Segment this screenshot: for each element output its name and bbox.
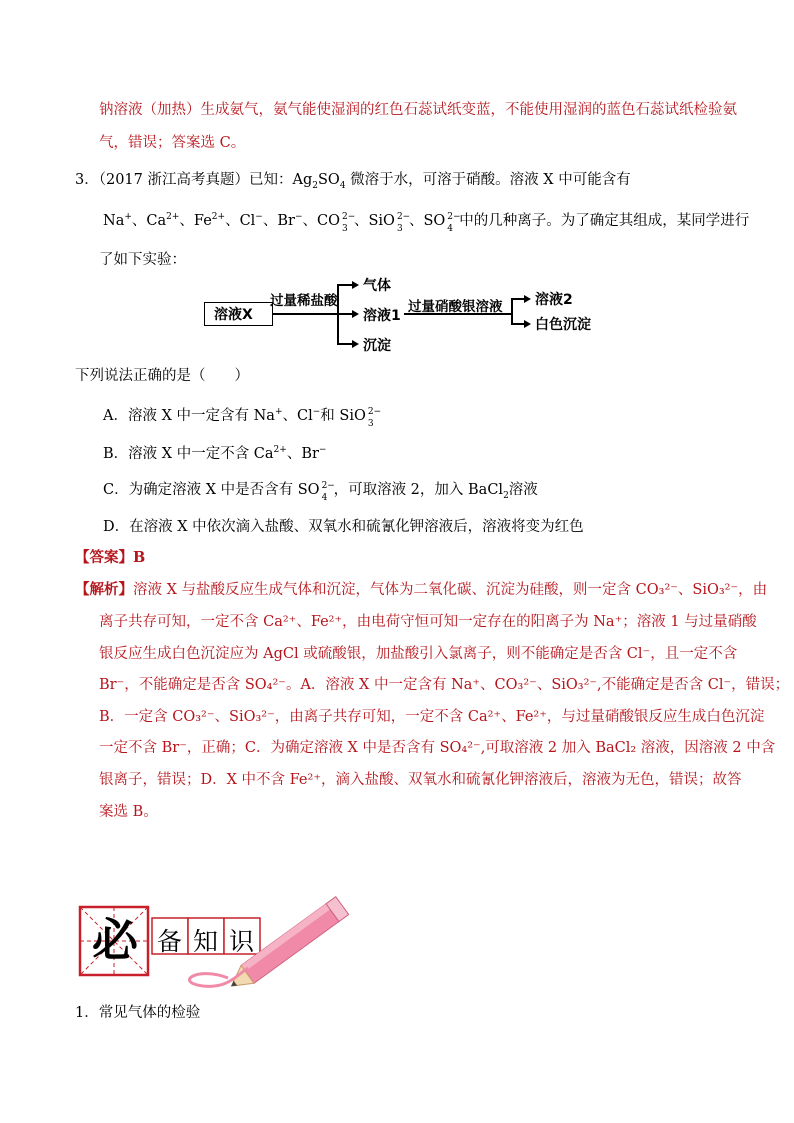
ion-ca: $Ca^{2+}$ xyxy=(146,212,180,229)
banner-title: 备知识 xyxy=(157,927,266,956)
answer xyxy=(75,548,145,568)
flow-reagent-1: 过量稀盐酸 xyxy=(270,293,338,309)
question-stem-rest: 微溶于水，可溶于硝酸。溶液 X 中可能含有 xyxy=(350,172,631,188)
question-source: （2017 浙江高考真题） xyxy=(98,172,249,188)
flow-branch-2 xyxy=(511,298,513,324)
ion-br: Br− xyxy=(277,212,303,229)
flow-arrow-head-white xyxy=(524,320,531,328)
analysis-line-1: 【解析】溶液 X 与盐酸反应生成气体和沉淀，气体为二氧化碳、沉淀为硅酸，则一定含 CO₃²⁻、SiO₃²⁻，由 xyxy=(75,581,768,598)
question-prompt: 下列说法正确的是（ ） xyxy=(75,368,249,384)
analysis-line-3: 银反应生成白色沉淀应为 AgCl 或硫酸银，加盐酸引入氯离子，则不能确定是否含 Cl⁻，且一定不含 xyxy=(99,646,738,662)
analysis-line-6: 一定不含 Br⁻，正确；C．为确定溶液 X 中是否含有 SO₄²⁻,可取溶液 2 加入 BaCl₂ 溶液，因溶液 2 中含 xyxy=(99,740,776,756)
question-stem xyxy=(75,170,631,192)
explanation-line-1: 钠溶液（加热）生成氨气，氨气能使湿润的红色石蕊试纸变蓝，不能使用湿润的蓝色石蕊试纸检验氨 xyxy=(99,102,737,118)
question-intro: 已知： xyxy=(249,172,293,188)
flow-white-precipitate: 白色沉淀 xyxy=(535,317,591,333)
ion-list-tail: 中的几种离子。为了确定其组成，某同学进行 xyxy=(459,213,750,229)
flow-precipitate: 沉淀 xyxy=(363,338,391,354)
ion-fe: $Fe^{2+}$ xyxy=(193,212,226,229)
flow-solution-2: 溶液2 xyxy=(535,292,573,308)
option-c: C．为确定溶液 X 中是否含有 SO 2− 4 ，可取溶液 2，加入 BaCl$_2$溶液 xyxy=(103,481,538,503)
option-b: B．溶液 X 中一定不含 $Ca^{2+}$、Br− xyxy=(103,445,327,462)
flow-solution-1: 溶液1 xyxy=(363,308,401,324)
analysis-line-2: 离子共存可知，一定不含 Ca²⁺、Fe²⁺，由电荷守恒可知一定存在的阳离子为 Na⁺；溶液 1 与过量硝酸 xyxy=(99,614,757,630)
flow-arrow-1 xyxy=(273,313,337,315)
option-d: D．在溶液 X 中依次滴入盐酸、双氧水和硫氰化钾溶液后，溶液将变为红色 xyxy=(103,519,584,535)
section-heading: 1．常见气体的检验 xyxy=(75,1005,201,1021)
ion-cl: Cl− xyxy=(239,212,263,229)
flow-start-label: 溶液X xyxy=(214,307,253,323)
ion-so4: SO 2− 4 xyxy=(423,212,461,234)
experiment-intro: 了如下实验： xyxy=(99,252,186,268)
analysis-line-8: 案选 B。 xyxy=(99,804,158,820)
ion-sio3: SiO 2− 3 xyxy=(368,212,411,234)
flow-arrow-head-sol2 xyxy=(524,295,531,303)
analysis-line-7: 银离子，错误；D．X 中不含 Fe²⁺，滴入盐酸、双氧水和硫氰化钾溶液后，溶液为无色，错误；故答 xyxy=(99,772,742,788)
ion-list: Na+、$Ca^{2+}$、$Fe^{2+}$、Cl−、Br−、CO 2− 3 、SiO 2− 3 、SO 2− 4 中的几种离子。为了确定其组成，某同学进行 xyxy=(103,212,750,234)
analysis-line-4: Br⁻，不能确定是否含 SO₄²⁻。A．溶液 X 中一定含有 Na⁺、CO₃²⁻、SiO₃²⁻,不能确定是否含 Cl⁻，错误； xyxy=(99,677,790,693)
flow-reagent-2: 过量硝酸银溶液 xyxy=(408,299,503,315)
flow-arrow-head-gas xyxy=(352,281,359,289)
flow-arrow-head-sol1 xyxy=(352,310,359,318)
option-a: A．溶液 X 中一定含有 Na+、Cl−和 SiO 2− 3 xyxy=(103,407,382,429)
ion-co3: CO 2− 3 xyxy=(316,212,356,234)
analysis-label: 【解析】 xyxy=(75,581,133,598)
answer-label: 【答案】 xyxy=(75,549,133,566)
question-number: 3． xyxy=(75,172,99,188)
flow-gas: 气体 xyxy=(363,278,391,294)
formula-ag2so4: $Ag_2SO_4$ xyxy=(292,172,346,191)
answer-value: B xyxy=(133,549,146,566)
banner-big-char: 必 xyxy=(92,913,138,967)
flow-arrow-head-ppt xyxy=(352,340,359,348)
explanation-line-2: 气，错误；答案选 C。 xyxy=(99,135,246,151)
ion-na: Na+ xyxy=(103,212,132,229)
analysis-line-5: B．一定含 CO₃²⁻、SiO₃²⁻，由离子共存可知，一定不含 Ca²⁺、Fe²⁺，与过量硝酸银反应生成白色沉淀 xyxy=(99,709,765,725)
